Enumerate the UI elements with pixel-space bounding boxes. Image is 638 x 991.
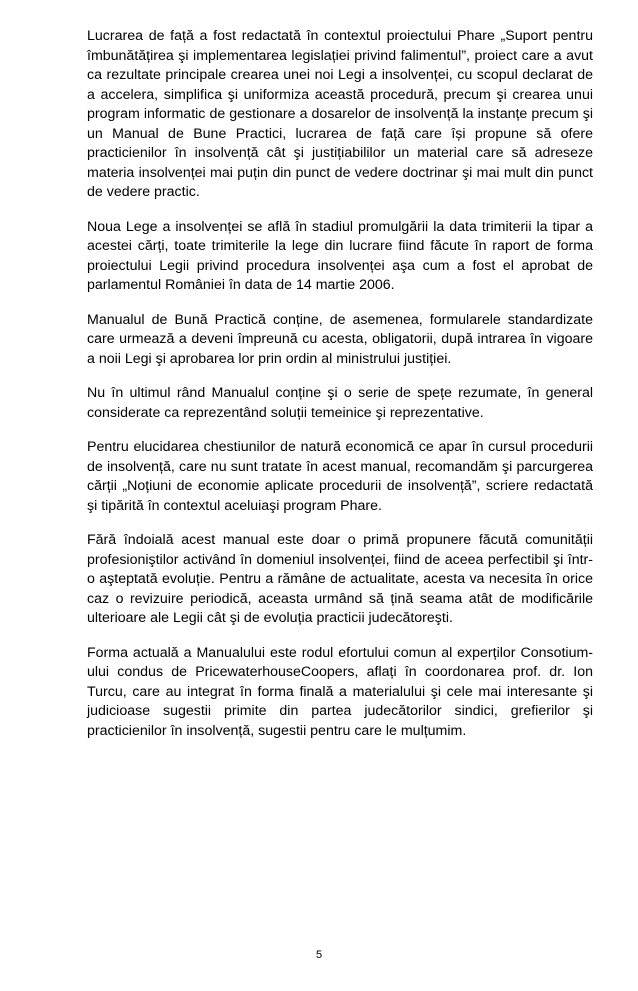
- paragraph-economic-questions: Pentru elucidarea chestiunilor de natură economică ce apar în cursul procedurii de insolvență, care nu sunt tratate în acest manual, recomandăm şi parcurgerea cărții „Noțiuni de economie aplicate procedurii de insolvență”, scriere redactată şi tipărită în contextul aceluiaşi program Phare.: [87, 439, 593, 514]
- paragraph-new-law: Noua Lege a insolvenței se află în stadiul promulgării la data trimiterii la tipar a acestei cărți, toate trimiterile la lege din lucrare fiind făcute în raport de forma proiectului Legii privind procedura insolvenței aşa cum a fost el aprobat de parlamentul României în data de 14 martie 2006.: [87, 218, 593, 293]
- paragraph-context: Lucrarea de față a fost redactată în contextul proiectului Phare „Suport pentru îmbunătățirea şi implementarea legislației privind falimentul”, proiect care a avut ca rezultate principale crearea unei noi Legi a insolvenței, cu scopul declarat de a accelera, simplifica şi uniformiza această procedură, precum şi crearea unui program informatic de gestionare a dosarelor de insolvență la instanțe precum şi un Manual de Bune Practici, lucrarea de față care își propune să ofere practicienilor în insolvență cât şi justițiabililor un material care să adreseze materia insolvenței mai puțin din punct de vedere doctrinar şi mai mult din punct de vedere practic.: [87, 28, 593, 200]
- paragraph-forms: Manualul de Bună Practică conține, de asemenea, formularele standardizate care urmează a deveni împreună cu acesta, obligatorii, după intrarea în vigoare a noii Legi şi aprobarea lor prin ordin al ministrului justiției.: [87, 311, 593, 367]
- paragraph-acknowledgements: Forma actuală a Manualului este rodul efortului comun al experților Consotium-ului condus de PricewaterhouseCoopers, aflați în coordonarea prof. dr. Ion Turcu, care au integrat în forma finală a materialului şi cele mai interesante şi judicioase sugestii primite din partea judecătorilor sindici, grefierilor şi practicienilor în insolvență, sugestii pentru care le mulțumim.: [87, 644, 593, 739]
- document-body: [87, 27, 593, 756]
- page-number: 5: [315, 949, 323, 961]
- paragraph-first-proposal: Fără îndoială acest manual este doar o primă propunere făcută comunității profesioniştilor activând în domeniul insolvenței, fiind de aceea perfectibil şi într-o aşteptată evoluție. Pentru a rămâne de actualitate, acesta va necesita în orice caz o revizuire periodică, aceasta urmând să țină seama atât de modificările ulterioare ale Legii cât şi de evoluția practicii judecătoreşti.: [87, 532, 593, 626]
- paragraph-case-summaries: Nu în ultimul rând Manualul conține şi o serie de spețe rezumate, în general considerate ca reprezentând soluții temeinice şi reprezentative.: [87, 385, 593, 421]
